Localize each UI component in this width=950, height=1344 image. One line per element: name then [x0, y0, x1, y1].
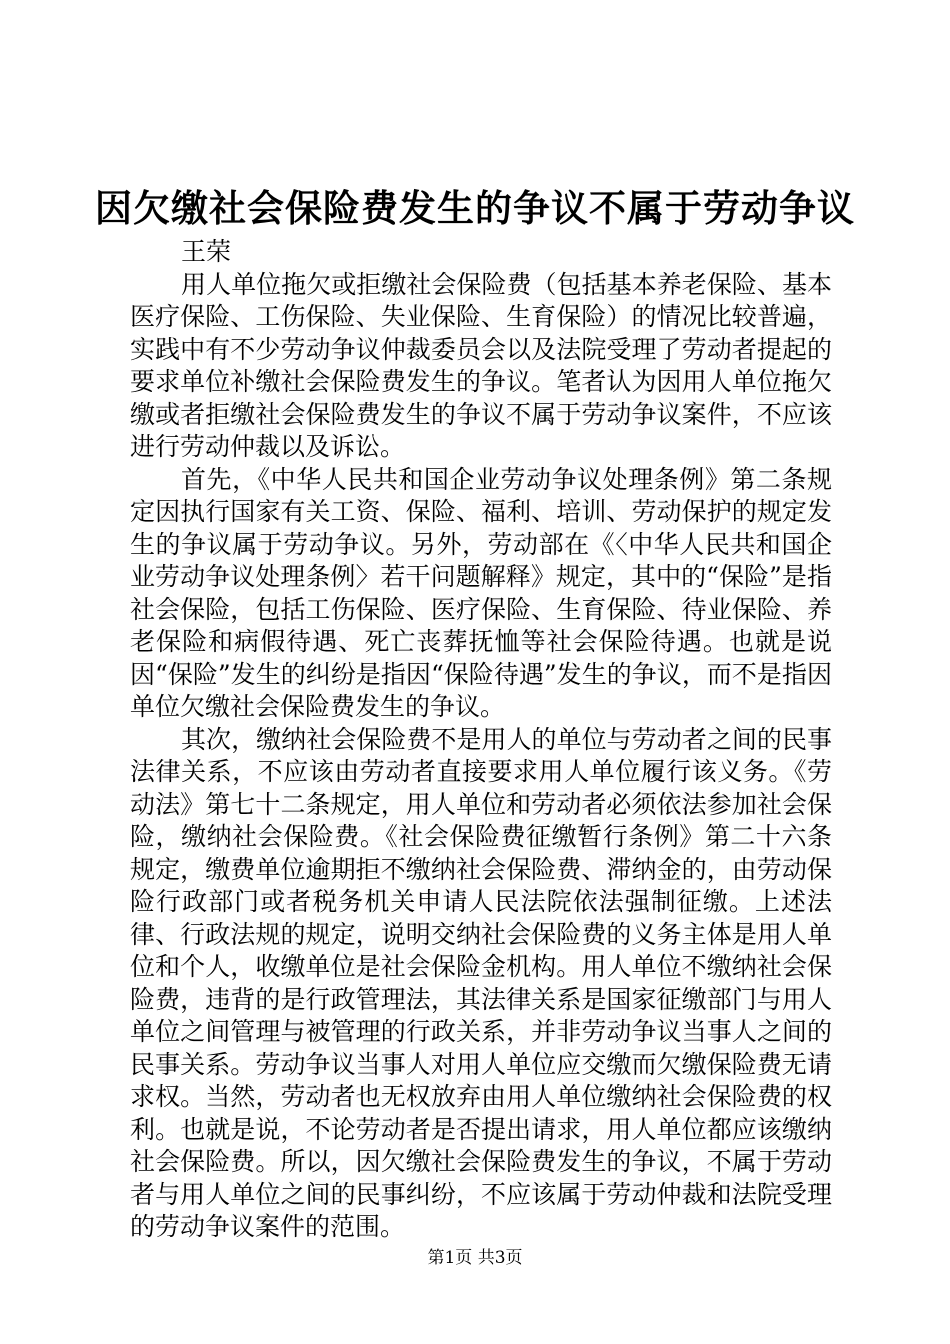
author-name: 王荣 [181, 237, 232, 266]
document-body [130, 236, 832, 1244]
paragraph-intro: 用人单位拖欠或拒缴社会保险费（包括基本养老保险、基本医疗保险、工伤保险、失业保险、生育保险）的情况比较普遍，实践中有不少劳动争议仲裁委员会以及法院受理了劳动者提起的要求单位补缴社会保险费发生的争议。笔者认为因用人单位拖欠缴或者拒缴社会保险费发生的争议不属于劳动争议案件，不应该进行劳动仲裁以及诉讼。 [130, 269, 832, 461]
paragraph-second-argument: 其次，缴纳社会保险费不是用人的单位与劳动者之间的民事法律关系，不应该由劳动者直接要求用人单位履行该义务。《劳动法》第七十二条规定，用人单位和劳动者必须依法参加社会保险，缴纳社会保险费。《社会保险费征缴暂行条例》第二十六条规定，缴费单位逾期拒不缴纳社会保险费、滞纳金的，由劳动保险行政部门或者税务机关申请人民法院依法强制征缴。上述法律、行政法规的规定，说明交纳社会保险费的义务主体是用人单位和个人，收缴单位是社会保险金机构。用人单位不缴纳社会保险费，违背的是行政管理法，其法律关系是国家征缴部门与用人单位之间管理与被管理的行政关系，并非劳动争议当事人之间的民事关系。劳动争议当事人对用人单位应交缴而欠缴保险费无请求权。当然，劳动者也无权放弃由用人单位缴纳社会保险费的权利。也就是说，不论劳动者是否提出请求，用人单位都应该缴纳社会保险费。所以，因欠缴社会保险费发生的争议，不属于劳动者与用人单位之间的民事纠纷，不应该属于劳动仲裁和法院受理的劳动争议案件的范围。 [130, 724, 832, 1241]
page-number-footer: 第1页 共3页 [427, 1248, 523, 1268]
paragraph-first-argument: 首先，《中华人民共和国企业劳动争议处理条例》第二条规定因执行国家有关工资、保险、福利、培训、劳动保护的规定发生的争议属于劳动争议。另外，劳动部在《〈中华人民共和国企业劳动争议处理条例〉若干问题解释》规定，其中的“保险”是指社会保险，包括工伤保险、医疗保险、生育保险、待业保险、养老保险和病假待遇、死亡丧葬抚恤等社会保险待遇。也就是说因“保险”发生的纠纷是指因“保险待遇”发生的争议，而不是指因单位欠缴社会保险费发生的争议。 [130, 464, 832, 721]
document-title: 因欠缴社会保险费发生的争议不属于劳动争议 [95, 186, 855, 230]
